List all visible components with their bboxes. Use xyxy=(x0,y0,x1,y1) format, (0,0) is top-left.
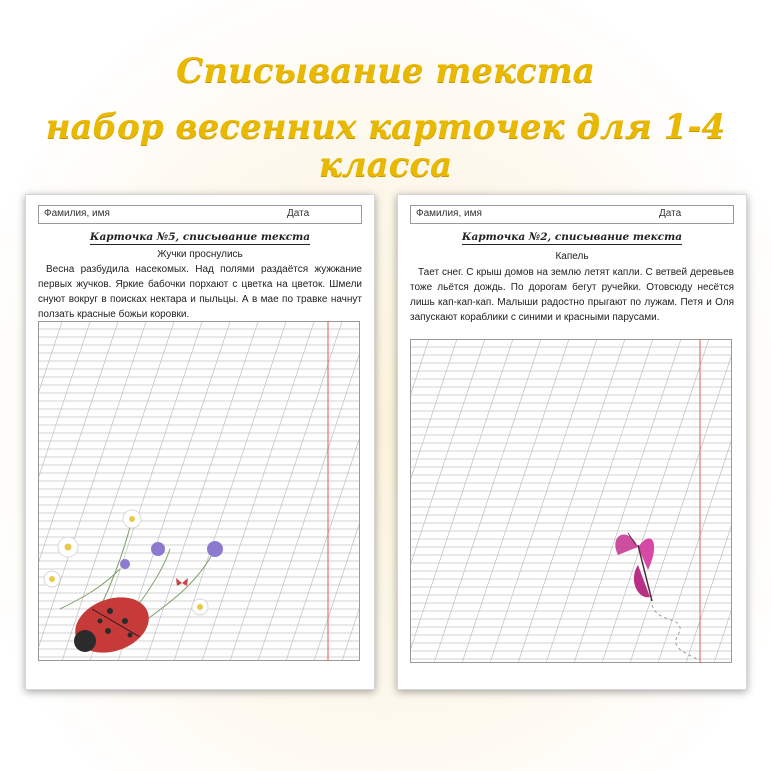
cornflower-icon xyxy=(120,541,223,569)
name-label: Фамилия, имя xyxy=(416,208,482,219)
story-text: Тает снег. С крыш домов на землю летят капли. С ветвей деревьев тоже льётся дождь. По дорогам бегут ручейки. Отовсюду несётся лишь кап-кап-кап. Малыши радостно прыгают по лужам. Петя и Оля запускают кораблики с синими и красными парусами. xyxy=(410,267,734,323)
name-label: Фамилия, имя xyxy=(44,208,110,219)
header-title-line2: набор весенних карточек для 1-4 класса xyxy=(45,107,726,185)
name-date-field[interactable] xyxy=(38,205,362,224)
date-label: Дата xyxy=(287,208,310,219)
story-title: Жучки проснулись xyxy=(157,249,243,260)
butterfly-illustration xyxy=(598,525,708,665)
worksheet-card-5 xyxy=(25,194,375,690)
date-label: Дата xyxy=(659,208,682,219)
worksheet-card-2 xyxy=(397,194,747,690)
story-text: Весна разбудила насекомых. Над полями раздаётся жужжание первых жучков. Яркие бабочки порхают с цветка на цветок. Шмели снуют вокруг в поисках нектара и пыльцы. А в мае по травке начнут ползать красные божьи коровки. xyxy=(38,264,362,320)
story-title: Капель xyxy=(555,251,589,262)
ladybug-flowers-illustration xyxy=(40,509,240,669)
small-butterfly-icon xyxy=(176,578,188,586)
butterfly-icon xyxy=(615,533,654,601)
card-title: Карточка №2, списывание текста xyxy=(461,231,683,243)
card-title: Карточка №5, списывание текста xyxy=(89,231,311,243)
header-title-line1: Списывание текста xyxy=(176,51,595,91)
name-date-field[interactable] xyxy=(410,205,734,224)
